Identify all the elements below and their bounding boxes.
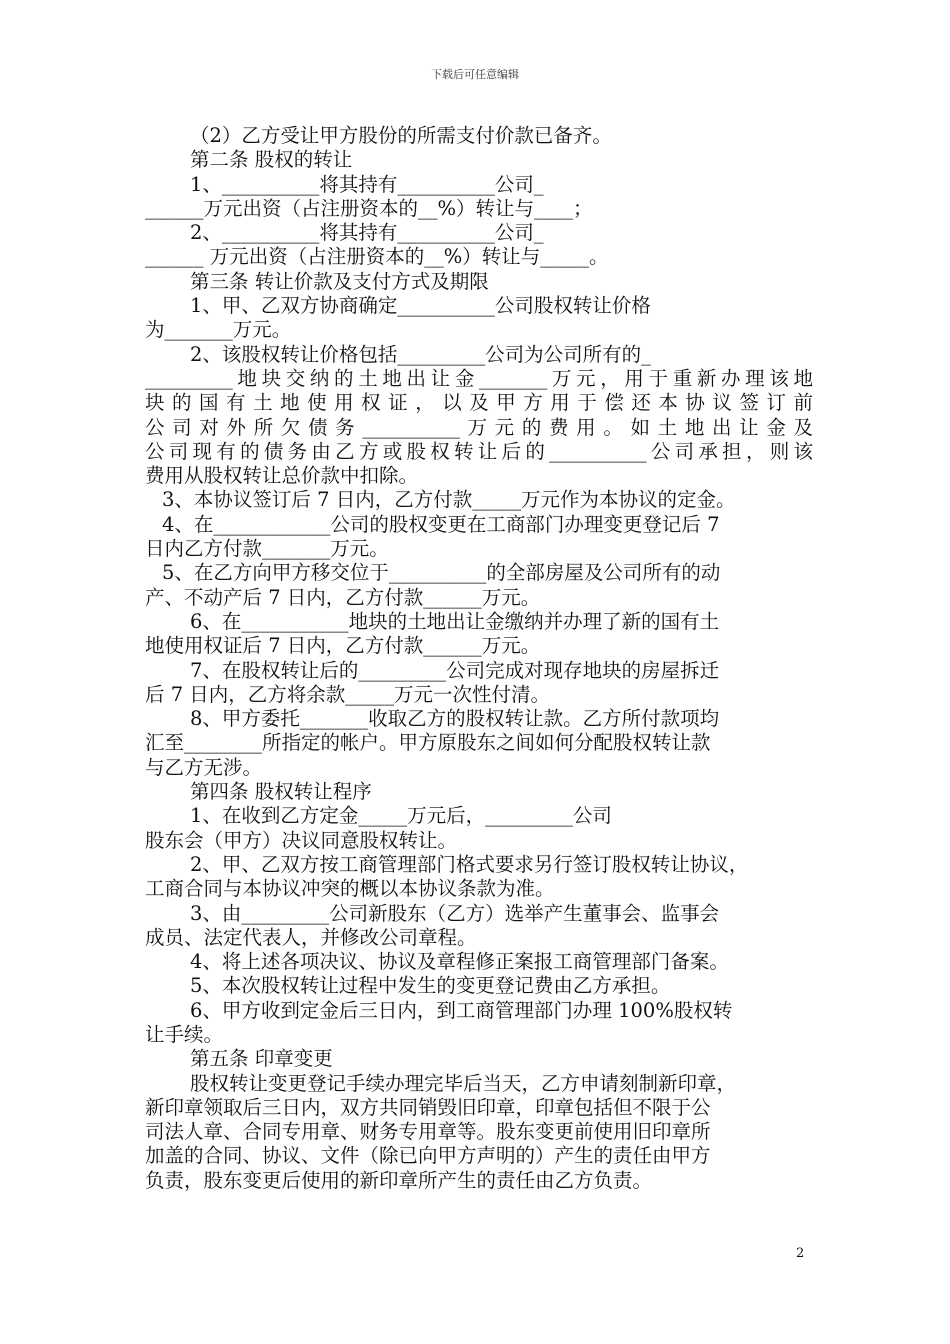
text-line: 第五条 印章变更 [190,1047,333,1071]
text-line: 加盖的合同、协议、文件（除已向甲方声明的）产生的责任由甲方 [145,1144,711,1168]
text-line: 地使用权证后 7 日内，乙方付款______万元。 [145,634,541,658]
text-line: 1、甲、乙双方协商确定__________公司股权转让价格 [190,294,651,318]
text-line: 成员、法定代表人，并修改公司章程。 [145,925,477,949]
text-line: 司法人章、合同专用章、财务专用章等。股东变更前使用旧印章所 [145,1120,711,1144]
text-line: _________地块交纳的土地出让金_______万元，用于重新办理该地 [145,366,813,390]
text-line: 4、将上述各项决议、协议及章程修正案报工商管理部门备案。 [190,950,729,974]
text-line: 与乙方无涉。 [145,755,263,779]
text-line: 汇至________所指定的帐户。甲方原股东之间如何分配股权转让款 [145,731,711,755]
text-line: 后 7 日内，乙方将余款_____万元一次性付清。 [145,682,551,706]
document-body [145,124,813,1193]
text-line: 工商合同与本协议冲突的概以本协议条款为准。 [145,877,555,901]
text-line: 费用从股权转让总价款中扣除。 [145,464,419,488]
text-line: 1、在收到乙方定金_____万元后，_________公司 [190,804,612,828]
text-line: 6、甲方收到定金后三日内，到工商管理部门办理 100%股权转 [190,998,733,1022]
text-line: 3、本协议签订后 7 日内，乙方付款_____万元作为本协议的定金。 [162,488,736,512]
page-number: 2 [796,1246,805,1261]
text-line: 为_______万元。 [145,318,292,342]
text-line: 第四条 股权转让程序 [190,780,372,804]
text-line: 日内乙方付款_______万元。 [145,537,389,561]
text-line: 5、本次股权转让过程中发生的变更登记费由乙方承担。 [190,974,671,998]
text-line: 股东会（甲方）决议同意股权转让。 [145,828,458,852]
text-line: （2）乙方受让甲方股份的所需支付价款已备齐。 [190,124,612,147]
text-line: ______万元出资（占注册资本的__%）转让与____； [145,196,593,220]
text-line: 2、甲、乙双方按工商管理部门格式要求另行签订股权转让协议， [190,852,749,876]
text-line: 2、__________将其持有__________公司_ [190,221,544,245]
text-line: 8、甲方委托_______收取乙方的股权转让款。乙方所付款项均 [190,707,720,731]
text-line: 产、不动产后 7 日内，乙方付款______万元。 [145,585,541,609]
text-line: 第三条 转让价款及支付方式及期限 [190,269,489,293]
text-line: 2、该股权转让价格包括_________公司为公司所有的_ [190,342,651,366]
text-line: 6、在___________地块的土地出让金缴纳并办理了新的国有土 [190,609,720,633]
text-line: 公司现有的债务由乙方或股权转让后的__________公司承担，则该 [145,439,813,463]
text-line: 负责，股东变更后使用的新印章所产生的责任由乙方负责。 [145,1168,653,1192]
text-line: 公司对外所欠债务__________万元的费用。如土地出让金及 [145,415,813,439]
text-line: 7、在股权转让后的_________公司完成对现存地块的房屋拆迁 [190,658,720,682]
text-line: 1、__________将其持有__________公司_ [190,172,544,196]
text-line: 3、由_________公司新股东（乙方）选举产生董事会、监事会 [190,901,720,925]
text-line: 块的国有土地使用权证，以及甲方用于偿还本协议签订前 [145,391,813,415]
text-line: ______ 万元出资（占注册资本的__%）转让与_____。 [145,245,609,269]
text-line: 股权转让变更登记手续办理完毕后当天，乙方申请刻制新印章， [190,1071,737,1095]
text-line: 让手续。 [145,1022,224,1046]
text-line: 5、在乙方向甲方移交位于__________的全部房屋及公司所有的动 [162,561,721,585]
text-line: 第二条 股权的转让 [190,148,353,172]
text-line: 新印章领取后三日内，双方共同销毁旧印章，印章包括但不限于公 [145,1095,711,1119]
text-line: 4、在____________公司的股权变更在工商部门办理变更登记后 7 [162,512,720,536]
page-header: 下载后可任意编辑 [431,68,519,81]
